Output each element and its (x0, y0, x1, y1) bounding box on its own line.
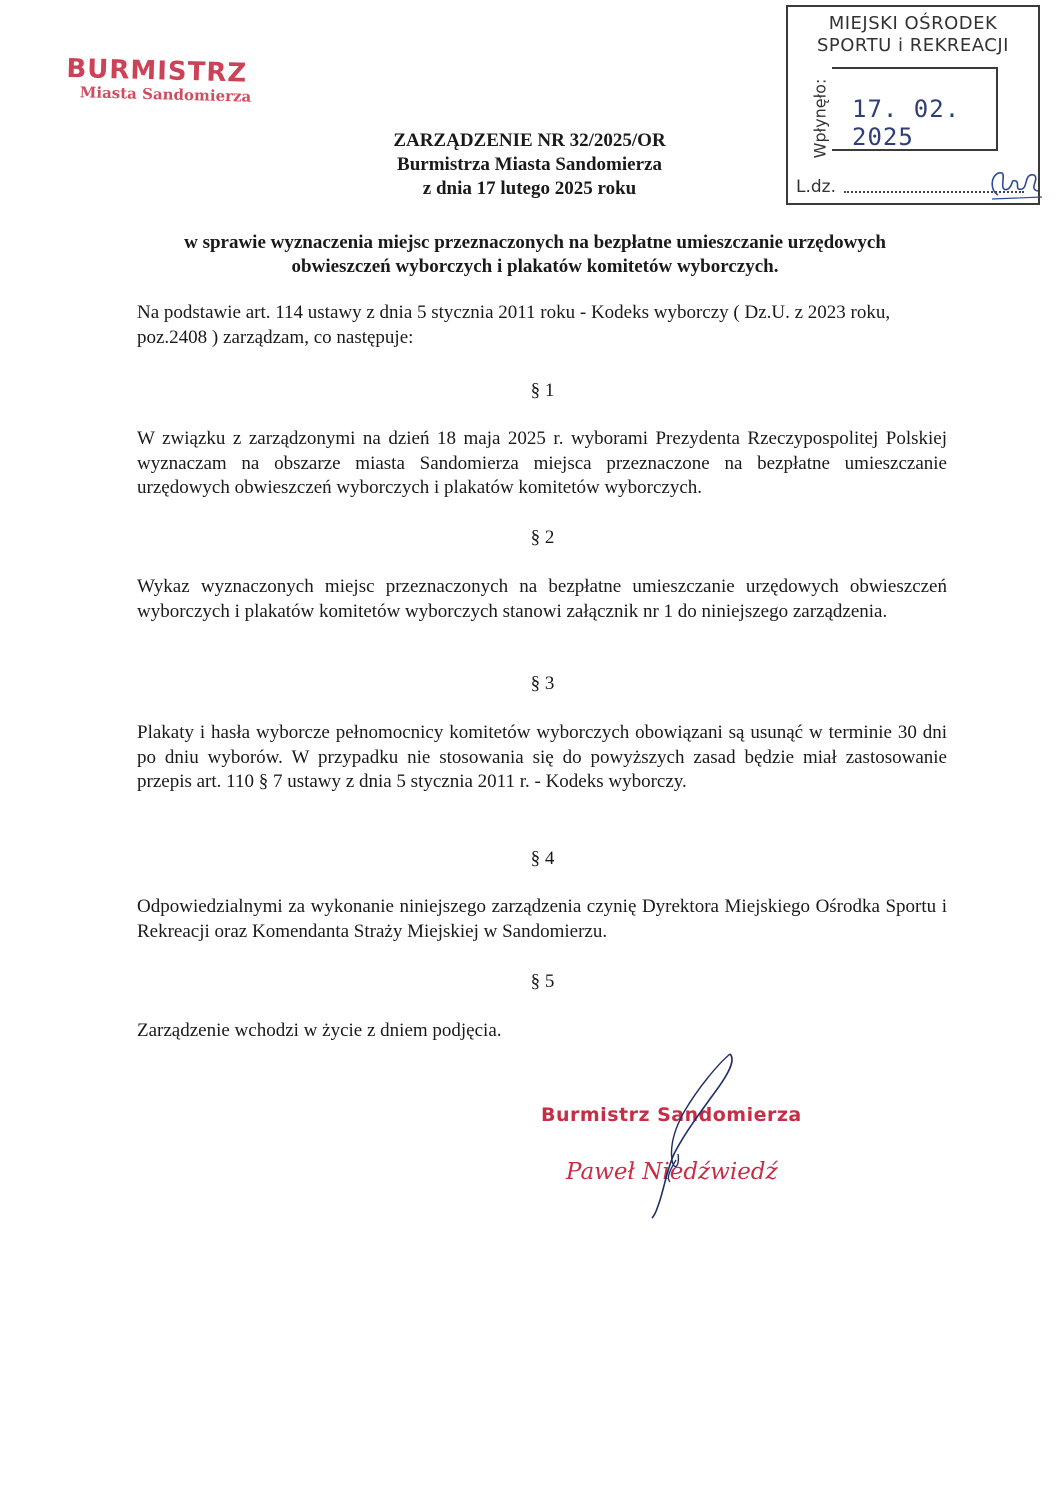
section-5-text: Zarządzenie wchodzi w życie z dniem podjęcia. (137, 1020, 502, 1041)
signature-name: Paweł Niedźwiedź (566, 1159, 778, 1185)
section-4-text: Odpowiedzialnymi za wykonanie niniejszego zarządzenia czynię Dyrektora Miejskiego Ośrodka Sportu i Rekreacji oraz Komendanta Straży Miejskiej w Sandomierzu. (137, 896, 947, 942)
subject-line-1: w sprawie wyznaczenia miejsc przeznaczonych na bezpłatne umieszczanie urzędowych (184, 232, 886, 253)
section-4-number: § 4 (530, 848, 555, 869)
receipt-stamp-line2: SPORTU i REKREACJI (816, 35, 1009, 56)
subject-line-2: obwieszczeń wyborczych i plakatów komitetów wyborczych. (291, 256, 779, 277)
section-5-number: § 5 (530, 971, 555, 992)
section-1-text: W związku z zarządzonymi na dzień 18 maja 2025 r. wyborami Prezydenta Rzeczypospolitej Polskiej wyznaczam na obszarze miasta Sandomierza miejsca przeznaczone na bezpłatne umieszczanie urzędowych obwieszczeń wyborczych i plakatów komitetów wyborczych. (137, 428, 947, 498)
section-1-number: § 1 (530, 380, 555, 401)
receipt-stamp-line1: MIEJSKI OŚRODEK (828, 13, 998, 34)
document-date: z dnia 17 lutego 2025 roku (422, 178, 637, 199)
document-issuer: Burmistrza Miasta Sandomierza (397, 154, 662, 175)
section-2-text: Wykaz wyznaczonych miejsc przeznaczonych na bezpłatne umieszczanie urzędowych obwieszczeń wyborczych i plakatów komitetów wyborczych stanowi załącznik nr 1 do niniejszego zarządzenia. (137, 576, 947, 622)
mayor-stamp (65, 55, 306, 117)
mayor-stamp-line2: Miasta Sandomierza (79, 83, 252, 106)
receipt-date: 17. 02. 2025 (852, 95, 961, 151)
receipt-ldz-label: L.dz. (796, 177, 836, 197)
legal-basis-paragraph: Na podstawie art. 114 ustawy z dnia 5 stycznia 2011 roku - Kodeks wyborczy ( Dz.U. z 2023 roku, poz.2408 ) zarządzam, co następuje: (137, 302, 891, 348)
receipt-received-label: Wpłynęło: (810, 78, 830, 159)
section-3-text: Plakaty i hasła wyborcze pełnomocnicy komitetów wyborczych obowiązani są usunąć w terminie 30 dni po dniu wyborów. W przypadku nie stosowania się do powyższych zasad będzie miał zastosowanie przepis art. 110 § 7 ustawy z dnia 5 stycznia 2011 r. - Kodeks wyborczy. (137, 722, 947, 792)
section-3-number: § 3 (530, 673, 555, 694)
handwritten-signature (580, 1050, 750, 1220)
signature-title: Burmistrz Sandomierza (541, 1104, 802, 1126)
document-title: ZARZĄDZENIE NR 32/2025/OR (393, 130, 666, 151)
section-2-number: § 2 (530, 527, 555, 548)
mayor-stamp-line1: BURMISTRZ (66, 53, 248, 89)
